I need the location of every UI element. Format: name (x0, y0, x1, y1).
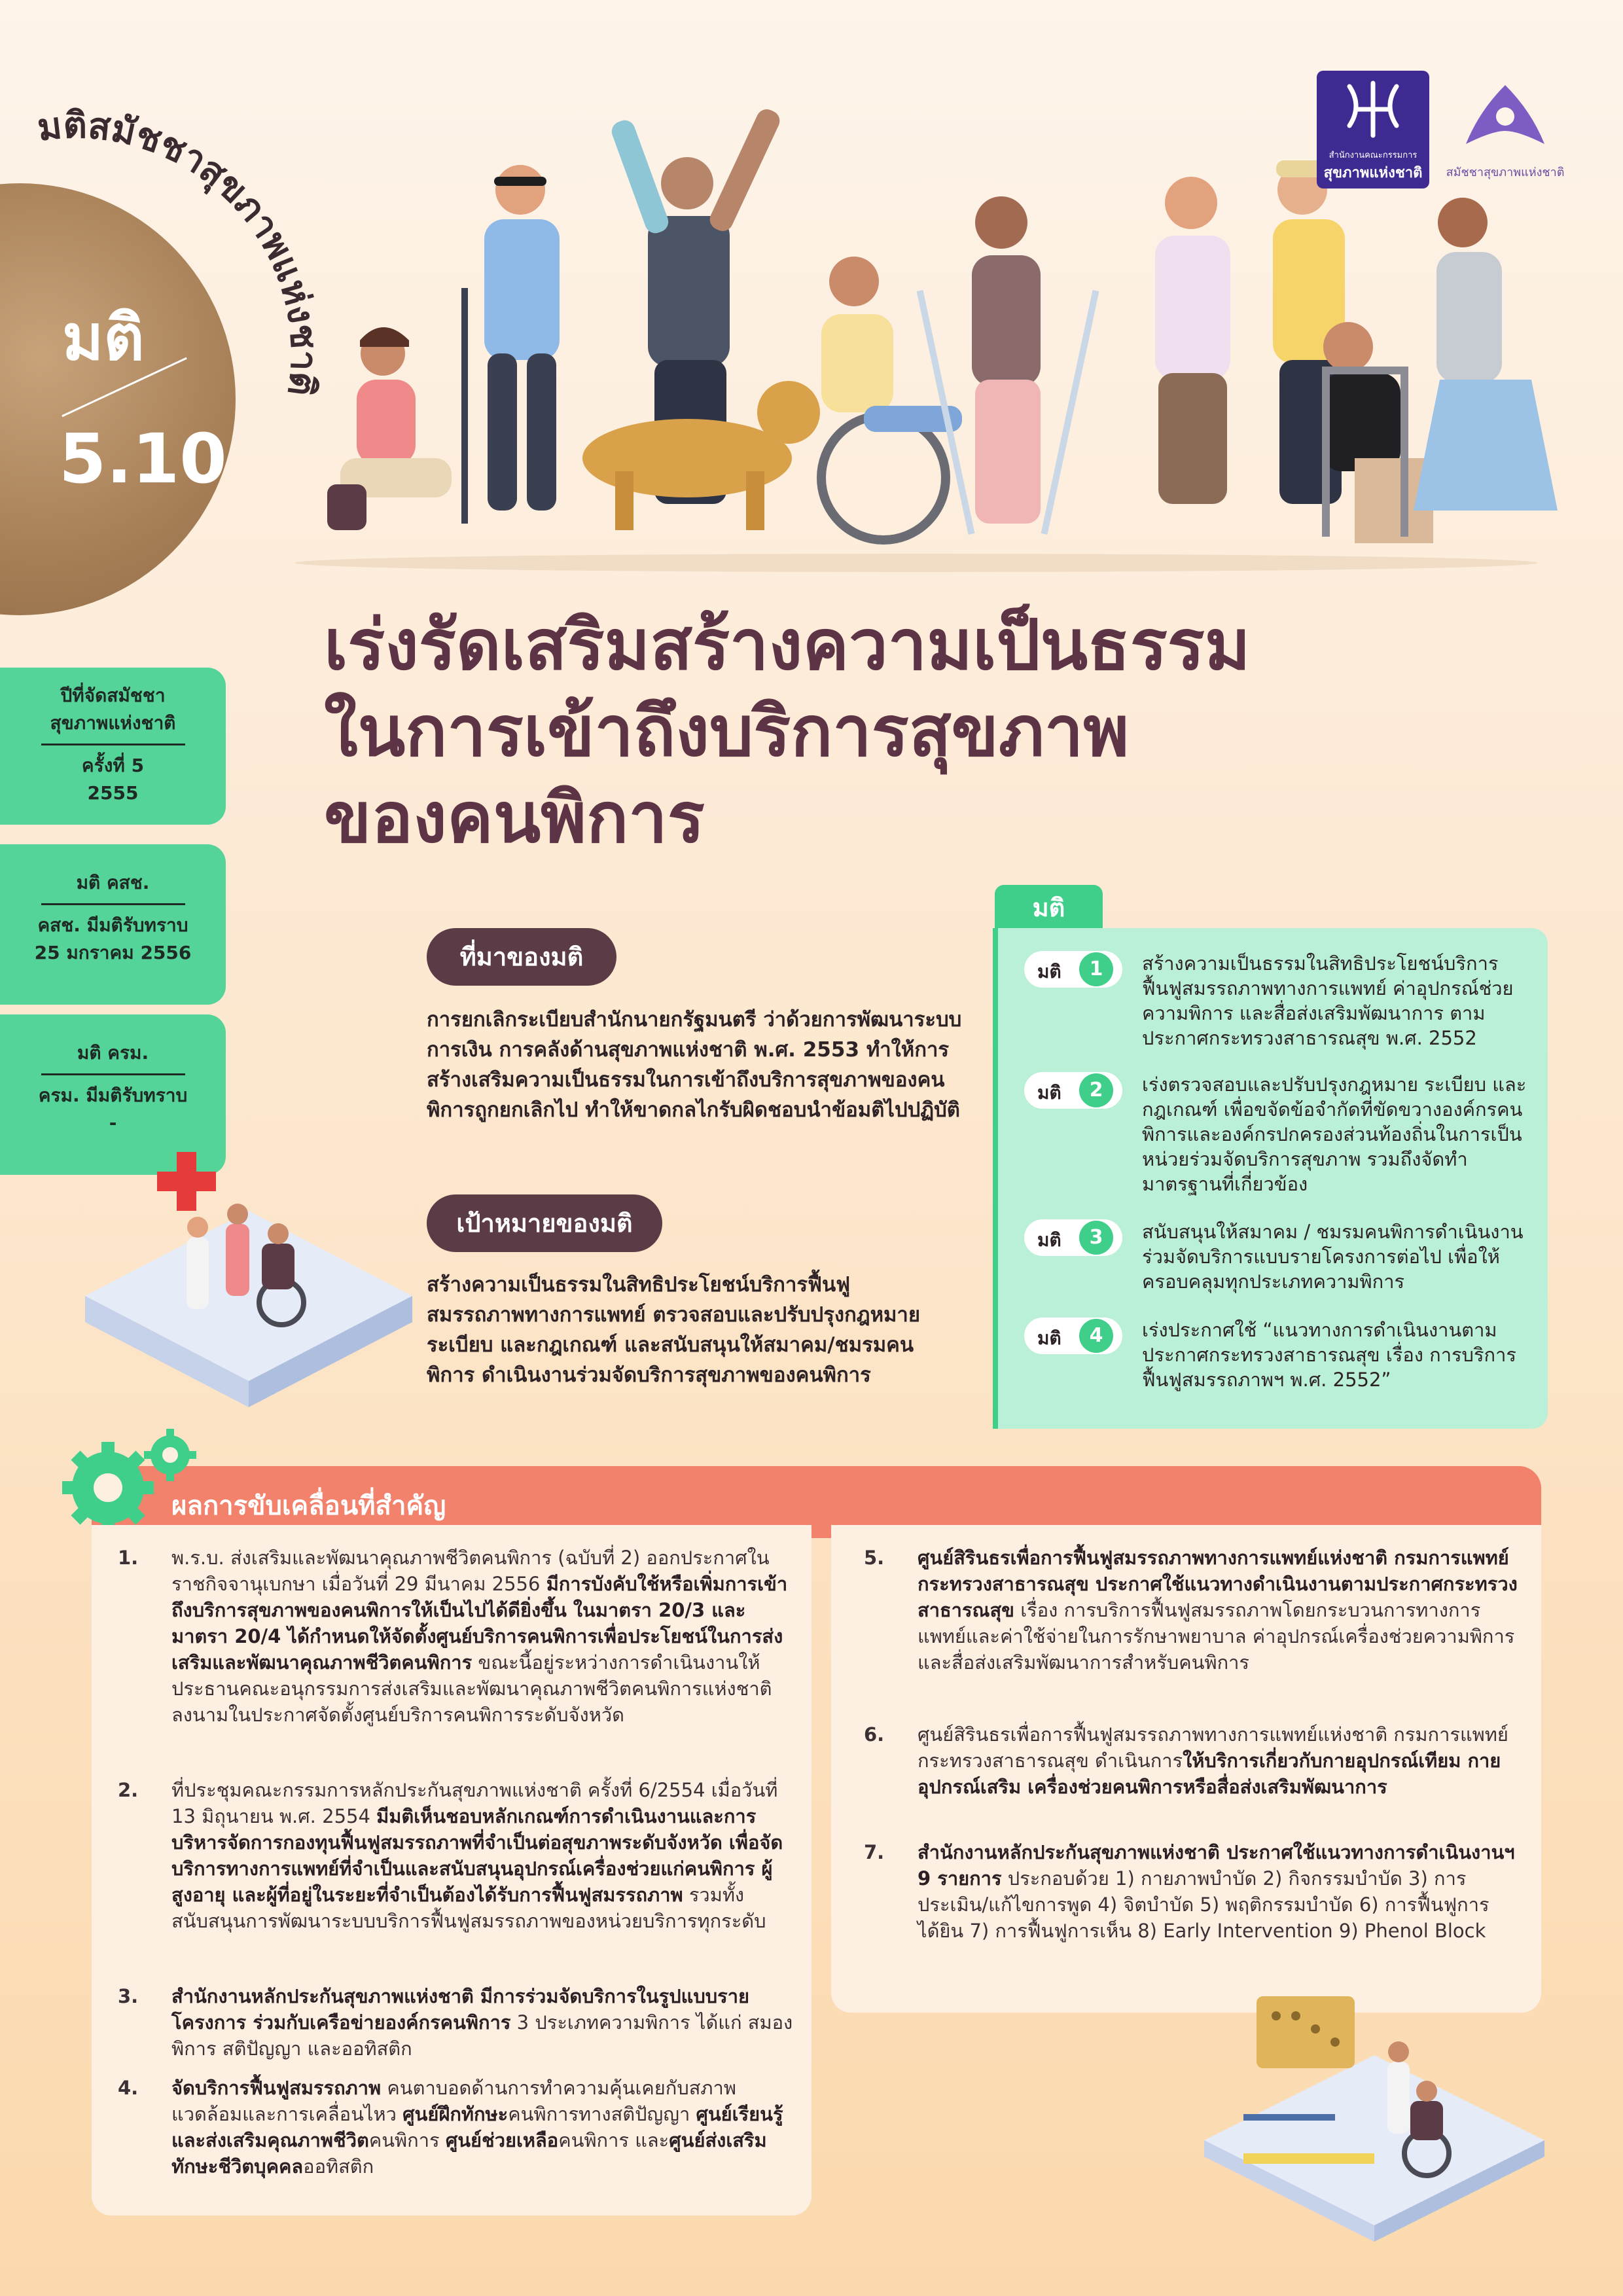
title-line-1: เร่งรัดเสริมสร้างความเป็นธรรม (324, 605, 1251, 685)
result-bold-text: ให้บริการเกี่ยวกับกายอุปกรณ์เทียม กายอุปกรณ์เสริม เครื่องช่วยคนพิการหรือสื่อส่งเสริมพัฒนาการ (918, 1749, 1501, 1798)
assembly-logo-icon (1440, 79, 1571, 160)
result-text-post-4: คนพิการ และ (558, 2129, 669, 2151)
result-bold-text: สำนักงานหลักประกันสุขภาพแห่งชาติ ประกาศใช้แนวทางการดำเนินงานฯ 9 รายการ (918, 1841, 1515, 1890)
tab-3-top: มติ ครม. (77, 1042, 149, 1064)
nhc-resolution-tab (0, 844, 226, 1005)
resolution-text: เร่งตรวจสอบและปรับปรุงกฎหมาย ระเบียบ และกฎเกณฑ์ เพื่อขจัดข้อจำกัดที่ขัดขวางองค์กรคนพิการและองค์กรปกครองส่วนท้องถิ่นในการเป็นหน่วยร่วมจัดบริการสุขภาพ รวมถึงจัดทำมาตรฐานที่เกี่ยวข้อง (1142, 1073, 1527, 1195)
braille-sign-icon (1257, 1996, 1355, 2068)
result-text-post: ประกอบด้วย 1) กายภาพบำบัด 2) กิจกรรมบำบัด 3) การประเมิน/แก้ไขการพูด 4) จิตบำบัด 5) พฤติกรรมบำบัด 6) การฟื้นฟูการได้ยิน 7) การฟื้นฟูการเห็น 8) Early Intervention 9) Phenol Block (918, 1867, 1489, 1942)
result-bold-text: ศูนย์สิรินธรเพื่อการฟื้นฟูสมรรถภาพทางการแพทย์แห่งชาติ กรมการแพทย์ กระทรวงสาธารณสุข ประกาศใช้แนวทางดำเนินงานตามประกาศกระทรวงสาธารณสุข (918, 1547, 1518, 1621)
resolutions-panel (993, 928, 1548, 1429)
title-line-2: ในการเข้าถึงบริการสุขภาพ (324, 691, 1130, 772)
goal-text: สร้างความเป็นธรรมในสิทธิประโยชน์บริการฟื้นฟูสมรรถภาพทางการแพทย์ ตรวจสอบและปรับปรุงกฎหมาย ระเบียบ และกฎเกณฑ์ และสนับสนุนให้สมาคม/ชมรมคนพิการ ดำเนินงานร่วมจัดบริการสุขภาพของคนพิการ (427, 1273, 921, 1387)
tab-2-divider (41, 903, 185, 905)
result-number: 7. (864, 1841, 885, 1863)
tab-2-bottom: คสช. มีมติรับทราบ (37, 914, 188, 936)
resolution-text: เร่งประกาศใช้ “แนวทางการดำเนินงานตามประกาศกระทรวงสาธารณสุข เรื่อง การบริการฟื้นฟูสมรรถภาพฯ พ.ศ. 2552” (1142, 1319, 1516, 1391)
result-number: 4. (118, 2077, 139, 2099)
isometric-medical-illustration (72, 1139, 419, 1440)
tab-2-top: มติ คสช. (76, 872, 150, 893)
result-text-post: คนตาบอดด้านการทำความคุ้นเคยกับสภาพแวดล้อมและการเคลื่อนไหว (171, 2077, 736, 2125)
nhco-logo-line1: สำนักงานคณะกรรมการ (1329, 151, 1418, 160)
resolution-number: 3 (1079, 1221, 1113, 1255)
tab-3-bottom2: - (109, 1112, 117, 1134)
resolutions-tab: มติ (995, 885, 1103, 931)
red-cross-icon (157, 1152, 216, 1211)
resolution-pill-label: มติ (1037, 1327, 1061, 1349)
origin-heading: ที่มาของมติ (427, 928, 616, 986)
result-text-post-3: คนพิการ (368, 2129, 446, 2151)
assembly-logo-text: สมัชชาสุขภาพแห่งชาติ (1446, 166, 1565, 179)
nhco-logo-line2: สุขภาพแห่งชาติ (1323, 165, 1423, 181)
result-number: 1. (118, 1547, 139, 1569)
origin-text: การยกเลิกระเบียบสำนักนายกรัฐมนตรี ว่าด้วยการพัฒนาระบบการเงิน การคลังด้านสุขภาพแห่งชาติ พ.ศ. 2553 ทำให้การสร้างเสริมความเป็นธรรมในการเข้าถึงบริการสุขภาพของคนพิการถูกยกเลิกไป ทำให้ขาดกลไกรับผิดชอบนำข้อมติไปปฏิบัติ (427, 1008, 962, 1122)
page-title (324, 602, 1502, 861)
result-text: ที่ประชุมคณะกรรมการหลักประกันสุขภาพแห่งชาติ ครั้งที่ 6/2554 เมื่อวันที่ 13 มิถุนายน พ.ศ. 2554 (171, 1779, 778, 1827)
tab-1-bottom2: 2555 (87, 782, 139, 804)
resolution-pill (1024, 1219, 1122, 1256)
assembly-logo (1440, 79, 1571, 190)
result-text-post: เรื่อง การบริการฟื้นฟูสมรรถภาพโดยกระบวนการทางการแพทย์และค่าใช้จ่ายในการรักษาพยาบาล ค่าอุปกรณ์เครื่องช่วยความพิการ และสื่อส่งเสริมพัฒนาการสำหรับคนพิการ (918, 1599, 1515, 1674)
goal-heading: เป้าหมายของมติ (427, 1194, 662, 1252)
result-number: 6. (864, 1723, 885, 1746)
resolution-pill-label: มติ (1037, 1229, 1061, 1251)
title-line-3: ของคนพิการ (324, 778, 705, 858)
result-bold-text-4: ศูนย์ช่วยเหลือ (445, 2129, 559, 2151)
resolution-number: 4 (1079, 1319, 1113, 1353)
result-text-post: ขณะนี้อยู่ระหว่างการดำเนินงานให้ประธานคณะอนุกรรมการส่งเสริมและพัฒนาคุณภาพชีวิตคนพิการแห่งชาติ ลงนามในประกาศจัดตั้งศูนย์บริการคนพิการระดับจังหวัด (171, 1651, 772, 1726)
result-bold-text: จัดบริการฟื้นฟูสมรรถภาพ (171, 2077, 382, 2099)
resolution-pill (1024, 1318, 1122, 1354)
tab-2-bottom2: 25 มกราคม 2556 (34, 942, 192, 963)
resolution-pill (1024, 1072, 1122, 1109)
result-text-post-5: ออทิสติก (303, 2155, 374, 2178)
results-left-column (92, 1525, 812, 2215)
result-text-post: รวมทั้งสนับสนุนการพัฒนาระบบบริการฟื้นฟูสมรรถภาพของหน่วยบริการทุกระดับ (171, 1884, 766, 1932)
result-text: พ.ร.บ. ส่งเสริมและพัฒนาคุณภาพชีวิตคนพิการ (ฉบับที่ 2) ออกประกาศในราชกิจจานุเบกษา เมื่อวันที่ 29 มีนาคม 2556 (171, 1547, 770, 1595)
resolution-number: 2 (1079, 1073, 1113, 1107)
tab-1-top2: สุขภาพแห่งชาติ (50, 712, 176, 734)
result-bold-text: มีการบังคับใช้หรือเพิ่มการเข้าถึงบริการสุขภาพของคนพิการให้เป็นไปได้ดียิ่งขึ้น ในมาตรา 20/3 และมาตรา 20/4 ได้กำหนดให้จัดตั้งศูนย์บริการคนพิการเพื่อประโยชน์ในการส่งเสริมและพัฒนาคุณภาพชีวิตคนพิการ (171, 1573, 788, 1674)
result-number: 2. (118, 1779, 139, 1801)
tab-1-bottom: ครั้งที่ 5 (81, 755, 145, 776)
tab-3-bottom: ครม. มีมติรับทราบ (38, 1085, 188, 1106)
badge-label: มติ (62, 301, 145, 374)
result-text-post: 3 ประเภทความพิการ ได้แก่ สมองพิการ สติปัญญา และออทิสติก (171, 2011, 793, 2060)
result-text-post-2: คนพิการทางสติปัญญา (508, 2103, 696, 2125)
isometric-accessibility-illustration (1191, 1964, 1558, 2245)
nhco-logo (1317, 71, 1429, 188)
result-bold-text-5: ศูนย์ส่งเสริมทักษะชีวิตบุคคล (171, 2129, 767, 2178)
result-bold-text: สำนักงานหลักประกันสุขภาพแห่งชาติ มีการร่วมจัดบริการในรูปแบบรายโครงการ ร่วมกับเครือข่ายองค์กรคนพิการ (171, 1985, 749, 2034)
badge-number: 5.10 (59, 419, 227, 499)
result-text: ศูนย์สิรินธรเพื่อการฟื้นฟูสมรรถภาพทางการแพทย์แห่งชาติ กรมการแพทย์ กระทรวงสาธารณสุข ดำเนินการ (918, 1723, 1508, 1772)
man-arms-crossed-figure (1155, 177, 1230, 504)
result-number: 3. (118, 1985, 139, 2007)
resolution-pill (1024, 951, 1122, 988)
nhco-logo-icon (1343, 80, 1403, 139)
result-bold-text-3: ศูนย์เรียนรู้และส่งเสริมคุณภาพชีวิต (171, 2103, 783, 2151)
svg-text:มติสมัชชาสุขภาพแห่งชาติ: มติสมัชชาสุขภาพแห่งชาติ (35, 104, 325, 399)
tab-3-divider (41, 1073, 185, 1075)
results-right-column (831, 1525, 1541, 2013)
resolution-text: สร้างความเป็นธรรมในสิทธิประโยชน์บริการฟื้นฟูสมรรถภาพทางการแพทย์ ค่าอุปกรณ์ช่วยความพิการ และสื่อส่งเสริมพัฒนาการ ตามประกาศกระทรวงสาธารณสุข พ.ศ. 2552 (1142, 952, 1514, 1049)
assembly-year-tab (0, 668, 226, 825)
resolution-number: 1 (1079, 952, 1113, 986)
result-number: 5. (864, 1547, 885, 1569)
resolution-pill-label: มติ (1037, 961, 1061, 982)
results-title: ผลการขับเคลื่อนที่สำคัญ (171, 1491, 446, 1521)
resolution-pill-label: มติ (1037, 1082, 1061, 1103)
tab-1-top: ปีที่จัดสมัชชา (60, 685, 166, 706)
resolution-text: สนับสนุนให้สมาคม / ชมรมคนพิการดำเนินงานร่วมจัดบริการแบบรายโครงการต่อไป เพื่อให้ครอบคลุมทุกประเภทความพิการ (1142, 1221, 1524, 1293)
tab-1-divider (41, 744, 185, 745)
result-bold-text: มีมติเห็นชอบหลักเกณฑ์การดำเนินงานและการบริหารจัดการกองทุนฟื้นฟูสมรรถภาพที่จำเป็นต่อสุขภาพระดับจังหวัด เพื่อจัดบริการทางการแพทย์ที่จำเป็นและสนับสนุนอุปกรณ์เครื่องช่วยแก่คนพิการ ผู้สูงอายุ และผู้ที่อยู่ในระยะที่จำเป็นต้องได้รับการฟื้นฟูสมรรถภาพ (171, 1805, 783, 1906)
man-with-cane-figure (461, 165, 560, 524)
result-bold-text-2: ศูนย์ฝึกทักษะ (402, 2103, 508, 2125)
